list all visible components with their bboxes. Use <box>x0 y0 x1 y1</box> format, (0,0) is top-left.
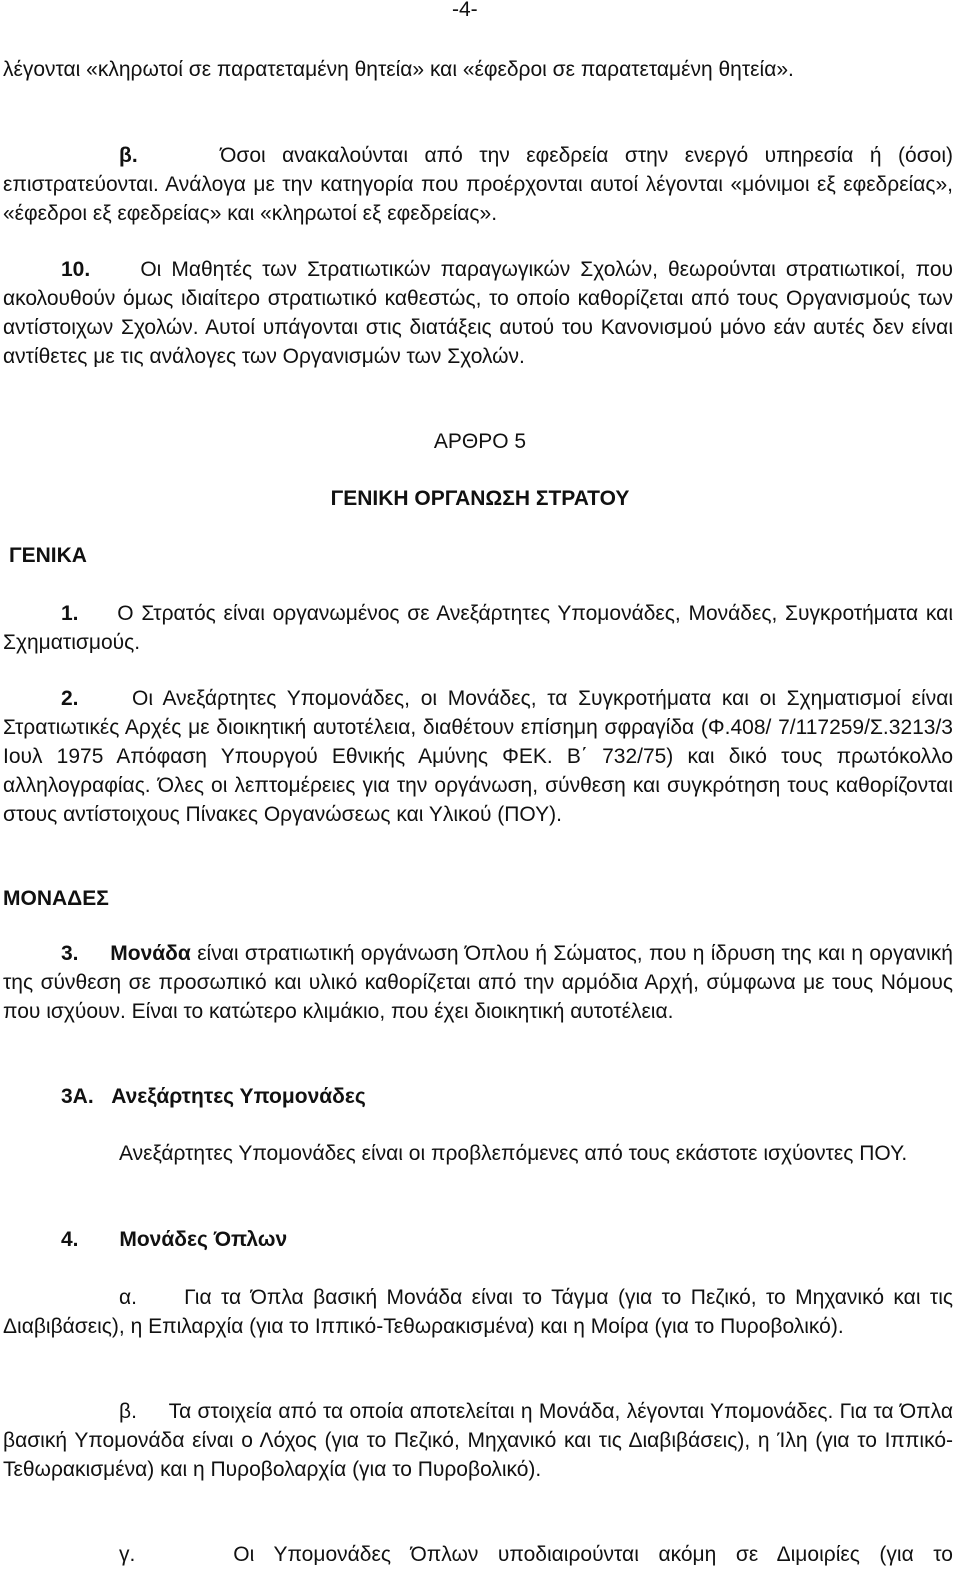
paragraph-4c <box>3 1540 953 1569</box>
paragraph-4b-label: β. <box>119 1400 137 1423</box>
paragraph-1-label: 1. <box>61 602 79 625</box>
paragraph-10-label: 10. <box>61 258 91 281</box>
section-heading-units: ΜΟΝΑΔΕΣ <box>3 887 109 910</box>
paragraph-10-text: Οι Μαθητές των Στρατιωτικών παραγωγικών Σχολών, θεωρούνται στρατιωτικοί, που ακολουθούν όμως ιδιαίτερο στρατιωτικό καθεστώς, το οποίο καθορίζεται από τους Οργανισμούς των αντίστοιχων Σχολών. Αυτοί υπάγονται στις διατάξεις αυτού του Κανονισμού μόνο εάν αυτές δεν είναι αντίθετες με τις ανάλογες των Οργανισμών των Σχολών. <box>3 258 953 368</box>
paragraph-4c-text: Οι Υπομονάδες Όπλων υποδιαιρούνται ακόμη σε Διμοιρίες (για το <box>233 1543 953 1566</box>
paragraph-4a <box>3 1283 953 1341</box>
section-heading-general: ΓΕΝΙΚΑ <box>9 544 87 567</box>
paragraph-3 <box>3 939 953 1026</box>
paragraph-b-label: β. <box>119 144 138 167</box>
paragraph-1-text: Ο Στρατός είναι οργανωμένος σε Ανεξάρτητες Υπομονάδες, Μονάδες, Συγκροτήματα και Σχηματισμούς. <box>3 602 953 654</box>
paragraph-3-label: 3. <box>61 942 79 965</box>
heading-4 <box>61 1225 287 1254</box>
heading-3a-label: 3Α. <box>61 1085 94 1108</box>
paragraph-3a <box>3 1139 953 1168</box>
paragraph-4c-label: γ. <box>119 1543 136 1566</box>
paragraph-4b <box>3 1397 953 1484</box>
article-subtitle: ΓΕΝΙΚΗ ΟΡΓΑΝΩΣΗ ΣΤΡΑΤΟΥ <box>330 487 630 510</box>
heading-4-label: 4. <box>61 1228 79 1251</box>
paragraph-2 <box>3 684 953 829</box>
paragraph-intro <box>3 55 953 84</box>
paragraph-3-term: Μονάδα <box>110 942 191 965</box>
paragraph-intro-text: λέγονται «κληρωτοί σε παρατεταμένη θητεία» και «έφεδροι σε παρατεταμένη θητεία». <box>3 58 794 81</box>
paragraph-4a-label: α. <box>119 1286 137 1309</box>
paragraph-1 <box>3 599 953 657</box>
paragraph-b-text: Όσοι ανακαλούνται από την εφεδρεία στην ενεργό υπηρεσία ή (όσοι) επιστρατεύονται. Ανάλογα με την κατηγορία που προέρχονται αυτοί λέγονται «μόνιμοι εξ εφεδρείας», «έφεδροι εξ εφεδρείας» και «κληρωτοί εξ εφεδρείας». <box>3 144 953 225</box>
paragraph-2-text: Οι Ανεξάρτητες Υπομονάδες, οι Μονάδες, τα Συγκροτήματα και οι Σχηματισμοί είναι Στρατιωτικές Αρχές με διοικητική αυτοτέλεια, διαθέτουν επίσημη σφραγίδα (Φ.408/ 7/117259/Σ.3213/3 Ιουλ 1975 Απόφαση Υπουργού Εθνικής Αμύνης ΦΕΚ. Β΄ 732/75) και δικό τους πρωτόκολλο αλληλογραφίας. Όλες οι λεπτομέρειες για την οργάνωση, σύνθεση και συγκρότηση τους καθορίζονται στους αντίστοιχους Πίνακες Οργανώσεως και Υλικού (ΠΟΥ). <box>3 687 953 826</box>
paragraph-b <box>3 141 953 228</box>
article-title: ΑΡΘΡΟ 5 <box>433 430 527 453</box>
paragraph-2-label: 2. <box>61 687 79 710</box>
paragraph-4a-text: Για τα Όπλα βασική Μονάδα είναι το Τάγμα (για το Πεζικό, το Μηχανικό και τις Διαβιβάσεις), η Επιλαρχία (για το Ιππικό-Τεθωρακισμένα) και η Μοίρα (για το Πυροβολικό). <box>3 1286 953 1338</box>
heading-3a-title: Ανεξάρτητες Υπομονάδες <box>111 1085 366 1108</box>
paragraph-4b-text: Τα στοιχεία από τα οποία αποτελείται η Μονάδα, λέγονται Υπομονάδες. Για τα Όπλα βασική Υπομονάδα είναι ο Λόχος (για το Πεζικό, Μηχανικό και τις Διαβιβάσεις), η Ίλη (για το Ιππικό-Τεθωρακισμένα) και η Πυροβολαρχία (για το Πυροβολικό). <box>3 1400 953 1481</box>
paragraph-10 <box>3 255 953 371</box>
paragraph-3-text: είναι στρατιωτική οργάνωση Όπλου ή Σώματος, που η ίδρυση της και η οργανική της σύνθεση σε προσωπικό και υλικό καθορίζεται από την αρμόδια Αρχή, σύμφωνα με τους Νόμους που ισχύουν. Είναι το κατώτερο κλιμάκιο, που έχει διοικητική αυτοτέλεια. <box>3 942 953 1023</box>
heading-3a <box>61 1082 366 1111</box>
paragraph-3a-text: Ανεξάρτητες Υπομονάδες είναι οι προβλεπόμενες από τους εκάστοτε ισχύοντες ΠΟΥ. <box>119 1142 908 1165</box>
heading-4-title: Μονάδες Όπλων <box>119 1228 288 1251</box>
page-number: -4- <box>452 0 478 21</box>
